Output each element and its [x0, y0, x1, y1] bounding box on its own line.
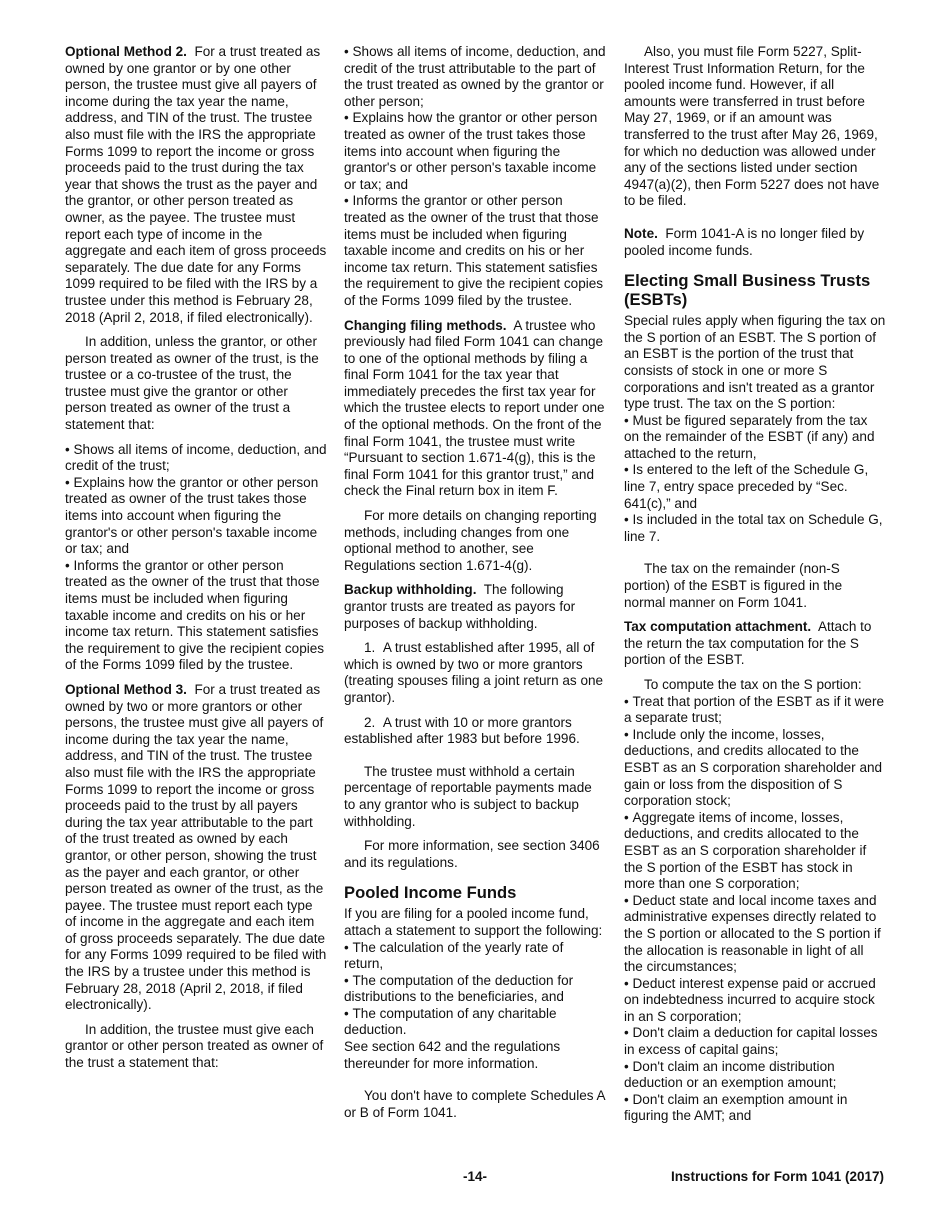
bullet-item: • Don't claim an exemption amount in figuring the AMT; and	[624, 1092, 886, 1125]
optional-method-2-paragraph	[65, 44, 327, 326]
withhold-paragraph: The trustee must withhold a certain percentage of reportable payments made to any grantor who is subject to backup withholding.	[344, 763, 592, 829]
bullet-item: • Shows all items of income, deduction, and credit of the trust attributable to the part of the trust treated as owned by the grantor or other person;	[344, 44, 606, 110]
esbt-intro-paragraph: Special rules apply when figuring the tax on the S portion of an ESBT. The S portion of an ESBT is the portion of the trust that consists of stock in one or more S corporations and isn't treated as a grantor type trust. The tax on the S portion:	[624, 313, 886, 412]
backup-withholding-paragraph	[344, 582, 606, 632]
pooled-intro-paragraph: If you are filing for a pooled income fund, attach a statement to support the following:	[344, 906, 603, 938]
bullet-item: • Deduct interest expense paid or accrued on indebtedness incurred to acquire stock in an S corporation;	[624, 976, 886, 1026]
bullet-item: • Don't claim an income distribution deduction or an exemption amount;	[624, 1059, 886, 1092]
column-2	[344, 44, 606, 1129]
tax-computation-paragraph	[624, 619, 886, 669]
more-details-paragraph: For more details on changing reporting methods, including changes from one optional method to another, see Regulations section 1.671-4(g).	[344, 508, 597, 573]
esbt-heading: Electing Small Business Trusts (ESBTs)	[624, 271, 871, 310]
to-compute-paragraph: To compute the tax on the S portion:	[644, 677, 862, 692]
backup-withholding-text: The following grantor trusts are treated as payors for purposes of backup withholding.	[344, 582, 576, 631]
note-text: Form 1041-A is no longer filed by pooled income funds.	[624, 225, 865, 258]
optional-method-2-text: For a trust treated as owned by one grantor or by one other person, the trustee must give all payers of income during the tax year the name, address, and TIN of the trust. The trustee also must file with the IRS the appropriate Forms 1099 to report the income or gross proceeds paid to the trust during the tax year that shows the trust as the payer and the grantor, or other person treated as owner, as the payee. The trustee must report each type of income in the aggregate and each item of gross proceeds separately. The due date for any Forms 1099 required to be filed with the IRS by a trustee under this method is February 28, 2018 (April 2, 2018, if filed electronically).	[65, 44, 327, 325]
column-1	[65, 44, 327, 1080]
addition-paragraph: In addition, unless the grantor, or other person treated as owner of the trust, is the trustee or a co-trustee of the trust, the trustee must give the grantor or other person treated as owner of the trust a statement that:	[65, 334, 319, 433]
page-number: -14-	[462, 1169, 487, 1184]
bullet-item: • Shows all items of income, deduction, and credit of the trust;	[65, 442, 327, 475]
form-5227-paragraph: Also, you must file Form 5227, Split-Interest Trust Information Return, for the pooled income fund. However, if all amounts were transferred in trust before May 27, 1969, or if an amount was transferred to the trust after May 26, 1969, for which no deduction was allowed under any of the sections listed under section 4947(a)(2), then Form 5227 does not have to be filed.	[624, 44, 880, 209]
bullet-item: • Aggregate items of income, losses, deductions, and credits allocated to the ESBT as an S corporation shareholder if the S portion of the ESBT has stock in more than one S corporation;	[624, 810, 886, 893]
changing-filing-methods-paragraph	[344, 318, 606, 501]
bullet-item: • Is included in the total tax on Schedule G, line 7.	[624, 512, 886, 545]
bullet-item: • The computation of any charitable deduction.	[344, 1006, 606, 1039]
bullet-item: • Is entered to the left of the Schedule G, line 7, entry space preceded by “Sec. 641(c),” and	[624, 462, 886, 512]
changing-filing-methods-heading: Changing filing methods.	[344, 317, 507, 333]
bullet-item: • Don't claim a deduction for capital losses in excess of capital gains;	[624, 1025, 886, 1058]
see-642-paragraph: See section 642 and the regulations thereunder for more information.	[344, 1039, 561, 1071]
backup-withholding-heading: Backup withholding.	[344, 582, 477, 598]
addition-paragraph-2: In addition, the trustee must give each grantor or other person treated as owner of the trust a statement that:	[65, 1021, 324, 1071]
bullet-item: • Informs the grantor or other person treated as the owner of the trust that those items must be included when figuring taxable income and credits on his or her income tax return. This statement satisfies the requirement to give the recipient copies of the Forms 1099 filed by the trustee.	[344, 193, 606, 309]
bullet-item: • Deduct state and local income taxes and administrative expenses directly related to the S portion or allocated to the S portion if the allocation is reasonable in light of all the circumstances;	[624, 893, 886, 976]
bullet-item: • Explains how the grantor or other person treated as owner of the trust takes those items into account when figuring the grantor's or other person's taxable income or tax; and	[344, 110, 606, 193]
tax-computation-heading: Tax computation attachment.	[624, 619, 812, 635]
pooled-income-funds-heading: Pooled Income Funds	[344, 883, 517, 903]
remainder-paragraph: The tax on the remainder (non-S portion) of the ESBT is figured in the normal manner on Form 1041.	[624, 561, 843, 610]
bullet-item: • Explains how the grantor or other person treated as owner of the trust takes those items into account when figuring the grantor's or other person's taxable income or tax; and	[65, 475, 327, 558]
bullet-item: • The calculation of the yearly rate of return,	[344, 940, 606, 973]
form-title-footer: Instructions for Form 1041 (2017)	[670, 1169, 884, 1184]
optional-method-3-text: For a trust treated as owned by two or more grantors or other persons, the trustee must give all payers of income during the tax year the name, address, and TIN of the trust. The trustee also must file with the IRS the appropriate Forms 1099 to report the income or gross proceeds paid to the trust by all payers during the tax year attributable to the part of the trust treated as owned by each grantor, or other person, showing the trust as the payer and each grantor, or other person treated as owner of the trust, as the payee. The trustee must report each type of income in the aggregate and each item of gross proceeds separately. The due date for any Forms 1099 required to be filed with the IRS by a trustee under this method is February 28, 2018 (April 2, 2018, if filed electronically).	[65, 681, 327, 1013]
bullet-item: • Must be figured separately from the tax on the remainder of the ESBT (if any) and attached to the return,	[624, 413, 886, 463]
bullet-item: • Informs the grantor or other person treated as the owner of the trust that those items must be included when figuring taxable income and credits on his or her income tax return. This statement satisfies the requirement to give the recipient copies of the Forms 1099 filed by the trustee.	[65, 558, 327, 674]
numbered-item-2: 2. A trust with 10 or more grantors established after 1983 but before 1996.	[344, 714, 580, 747]
tax-computation-text: Attach to the return the tax computation for the S portion of the ESBT.	[624, 619, 872, 668]
optional-method-2-heading: Optional Method 2.	[65, 44, 187, 59]
note-paragraph	[624, 226, 886, 259]
column-3	[624, 44, 886, 1125]
optional-method-3-heading: Optional Method 3.	[65, 681, 187, 697]
optional-method-3-paragraph	[65, 682, 327, 1014]
bullet-item: • Treat that portion of the ESBT as if it were a separate trust;	[624, 694, 886, 727]
more-info-paragraph: For more information, see section 3406 and its regulations.	[344, 838, 600, 870]
dont-have-paragraph: You don't have to complete Schedules A or B of Form 1041.	[344, 1088, 605, 1120]
bullet-item: • The computation of the deduction for distributions to the beneficiaries, and	[344, 973, 606, 1006]
numbered-item-1: 1. A trust established after 1995, all of which is owned by two or more grantors (treating spouses filing a joint return as one grantor).	[344, 640, 604, 705]
changing-filing-methods-text: A trustee who previously had filed Form 1041 can change to one of the optional methods by filing a final Form 1041 for the tax year that immediately precedes the first tax year for which the trustee elects to report under one of the optional methods. On the front of the final Form 1041, the trustee must write “Pursuant to section 1.671-4(g), this is the final Form 1041 for this grantor trust,” and check the Final return box in item F.	[344, 317, 605, 499]
bullet-item: • Include only the income, losses, deductions, and credits allocated to the ESBT as an S corporation shareholder and gain or loss from the disposition of S corporation stock;	[624, 727, 886, 810]
note-heading: Note.	[624, 225, 658, 241]
